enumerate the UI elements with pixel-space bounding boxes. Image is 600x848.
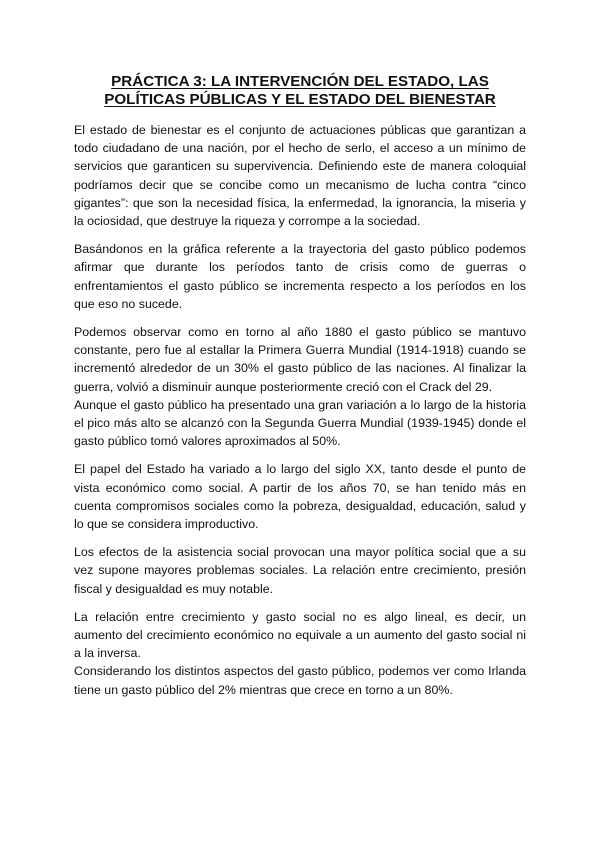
paragraph-spending-graph: Basándonos en la gráfica referente a la trayectoria del gasto público podemos afirmar que durante los períodos tanto de crisis como de guerras o enfrentamientos el gasto público se incrementa respecto a los períodos en los que eso no sucede.	[74, 242, 526, 311]
title-line-1: PRÁCTICA 3: LA INTERVENCIÓN DEL ESTADO, LAS	[111, 73, 489, 90]
paragraph-ireland: Considerando los distintos aspectos del gasto público, podemos ver como Irlanda tiene un gasto público del 2% mientras que crece en torno a un 80%.	[74, 664, 526, 697]
paragraph-first-world-war: Podemos observar como en torno al año 1880 el gasto público se mantuvo constante, pero fue al estallar la Primera Guerra Mundial (1914-1918) cuando se incrementó alrededor de un 30% el gasto público de las naciones. Al finalizar la guerra, volvió a disminuir aunque posteriormente creció con el Crack del 29.	[74, 325, 526, 394]
paragraph-second-world-war: Aunque el gasto público ha presentado una gran variación a lo largo de la historia el pico más alto se alcanzó con la Segunda Guerra Mundial (1939-1945) donde el gasto público tomó valores aproximados al 50%.	[74, 397, 526, 449]
paragraph-growth-spending: La relación entre crecimiento y gasto social no es algo lineal, es decir, un aumento del crecimiento económico no equivale a un aumento del gasto social ni a la inversa.	[74, 609, 526, 661]
page-title	[60, 73, 540, 109]
paragraph-welfare-definition: El estado de bienestar es el conjunto de actuaciones públicas que garantizan a todo ciudadano de una nación, por el hecho de serlo, el acceso a un mínimo de servicios que garanticen su supervivencia. Definiendo este de manera coloquial podríamos decir que se concibe como un mecanismo de lucha contra “cinco gigantes”: que son la necesidad física, la enfermedad, la ignorancia, la miseria y la ociosidad, que destruye la riqueza y corrompe a la sociedad.	[74, 123, 526, 229]
document-body	[74, 121, 526, 699]
paragraph-social-assistance: Los efectos de la asistencia social provocan una mayor política social que a su vez supone mayores problemas sociales. La relación entre crecimiento, presión fiscal y desigualdad es muy notable.	[74, 545, 526, 596]
paragraph-state-role: El papel del Estado ha variado a lo largo del siglo XX, tanto desde el punto de vista económico como social. A partir de los años 70, se han tenido más en cuenta compromisos sociales como la pobreza, desigualdad, educación, salud y lo que se considera improductivo.	[74, 462, 526, 532]
title-line-2: POLÍTICAS PÚBLICAS Y EL ESTADO DEL BIENESTAR	[104, 91, 496, 108]
